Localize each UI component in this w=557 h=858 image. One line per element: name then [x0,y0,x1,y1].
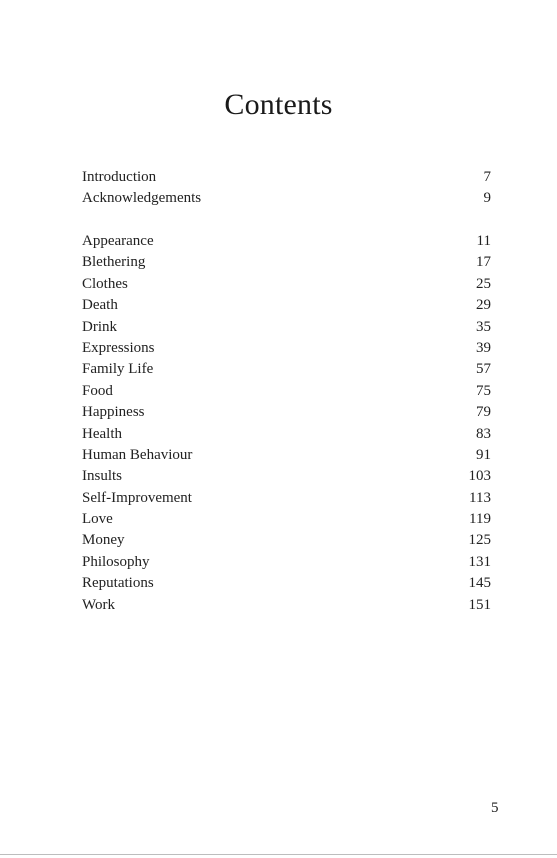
toc-entry [82,573,491,594]
toc-front-matter [82,167,491,210]
toc-entry [82,274,491,295]
toc-entry-page: 131 [468,553,491,570]
toc-entry-page: 57 [476,361,491,378]
toc-entry-page: 151 [468,596,491,613]
toc-entry-page: 75 [476,382,491,399]
toc-entry-page: 83 [476,425,491,442]
toc-entry-title: Money [82,532,125,549]
toc-entry [82,466,491,487]
toc-entry-page: 25 [476,275,491,292]
toc-entry-page: 17 [476,254,491,271]
toc-entry-title: Death [82,297,118,314]
toc-entry-page: 39 [476,339,491,356]
toc-entry-page: 145 [468,575,491,592]
toc-entry-title: Happiness [82,404,145,421]
toc-entry-title: Food [82,382,113,399]
folio-page-number: 5 [491,800,499,816]
toc-entry [82,252,491,273]
toc-entry-page: 103 [468,468,491,485]
toc-entry [82,402,491,423]
toc-entry [82,188,491,209]
toc-entry [82,338,491,359]
page-title: Contents [224,88,333,121]
toc-entry-title: Drink [82,318,117,335]
toc-entry [82,359,491,380]
toc-entry-title: Introduction [82,169,157,185]
toc-entry-title: Blethering [82,254,146,271]
toc-entry-title: Appearance [82,233,154,249]
toc-entry-page: 91 [476,446,491,463]
toc-entry-page: 9 [483,190,491,207]
toc-entry [82,381,491,402]
toc-entry [82,488,491,509]
toc-entry-title: Human Behaviour [82,446,193,463]
toc-entry-title: Philosophy [82,553,150,570]
toc-entry [82,595,491,616]
toc-entry-page: 113 [469,489,491,506]
toc-entry [82,509,491,530]
toc-entry [82,295,491,316]
toc-entry [82,424,491,445]
toc-entry-page: 7 [483,169,491,185]
toc-entry [82,552,491,573]
toc-entry-title: Work [82,596,115,613]
toc-entry-title: Family Life [82,361,154,378]
page-edge-divider [0,854,557,855]
toc-chapters [82,231,491,616]
toc-entry-title: Acknowledgements [82,190,202,207]
toc-entry-title: Self-Improvement [82,489,192,506]
toc-entry [82,167,491,188]
toc-entry [82,530,491,551]
toc-entry-page: 29 [476,297,491,314]
toc-entry-title: Insults [82,468,123,485]
toc-entry-title: Expressions [82,339,155,356]
toc-entry-page: 11 [476,233,491,249]
toc-entry [82,317,491,338]
toc-entry-title: Reputations [82,575,154,592]
toc-entry [82,231,491,252]
toc-entry-title: Health [82,425,122,442]
toc-entry-title: Clothes [82,275,128,292]
toc-entry-title: Love [82,511,113,528]
toc-entry-page: 35 [476,318,491,335]
toc-entry-page: 119 [469,511,491,528]
toc-entry-page: 79 [476,404,491,421]
toc-entry [82,445,491,466]
toc-entry-page: 125 [468,532,491,549]
